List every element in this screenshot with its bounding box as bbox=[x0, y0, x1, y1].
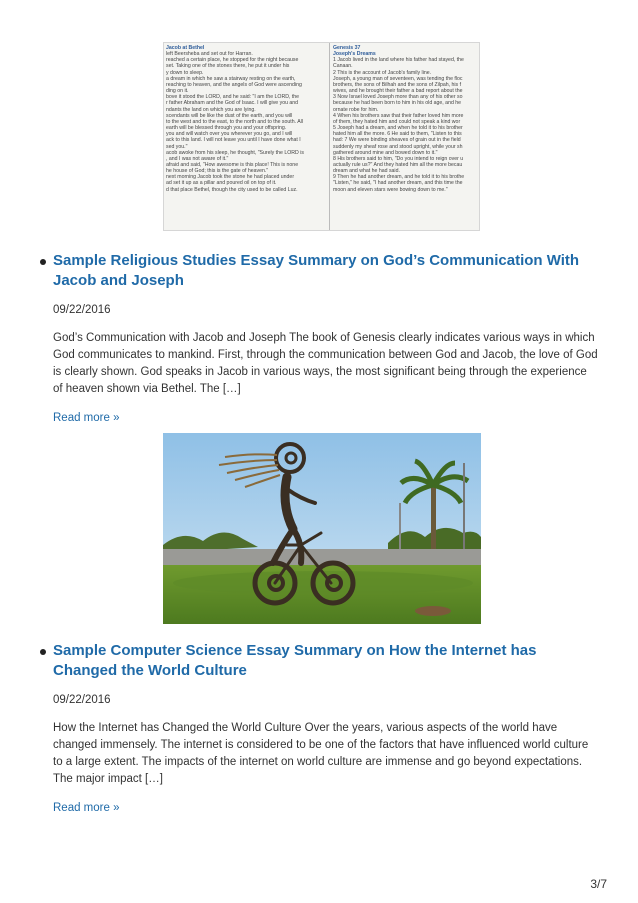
text-line: reaching to heaven, and the angels of God were ascending bbox=[166, 81, 302, 88]
text-line: ack to this land. I will not leave you until I have done what I bbox=[166, 137, 301, 144]
text-line: 2 This is the account of Jacob's family line. bbox=[333, 69, 432, 76]
text-line: suddenly my sheaf rose and stood upright, while your sh bbox=[333, 143, 463, 150]
text-line: ding on it. bbox=[166, 88, 189, 95]
text-line: a dream in which he saw a stairway resting on the earth, bbox=[166, 75, 296, 82]
post-date: 09/22/2016 bbox=[53, 304, 111, 316]
post-title-row bbox=[38, 251, 598, 291]
text-line: you and will watch over you wherever you go, and I will bbox=[166, 131, 293, 138]
text-line: ornate robe for him. bbox=[333, 106, 379, 113]
right-text-lines bbox=[333, 57, 477, 192]
text-line: bove it stood the LORD, and he said: "I am the LORD, the bbox=[166, 94, 300, 101]
text-line: afraid and said, "How awesome is this place! This is none bbox=[166, 161, 299, 168]
text-line: wives, and he brought their father a bad report about the bbox=[333, 88, 463, 95]
text-line: Canaan. bbox=[333, 63, 353, 70]
right-subheading: Joseph's Dreams bbox=[333, 51, 376, 58]
text-line: ad set it up as a pillar and poured oil on top of it. bbox=[166, 180, 277, 187]
text-line: d that place Bethel, though the city used to be called Luz. bbox=[166, 186, 298, 193]
left-heading: Jacob at Bethel bbox=[166, 45, 205, 51]
text-line: , and I was not aware of it." bbox=[166, 155, 229, 162]
right-heading: Genesis 37 bbox=[333, 45, 361, 51]
read-more-link[interactable]: Read more » bbox=[53, 412, 120, 424]
text-line: dream and what he had said. bbox=[333, 168, 400, 175]
text-line: of them, they hated him and could not speak a kind wor bbox=[333, 118, 461, 125]
post-excerpt: How the Internet has Changed the World Culture Over the years, various aspects of the world have changed immensely. The internet is considered to be one of the factors that have influenced world culture to a large extent. The impacts of the internet on world culture are immense and go beyond expectations. The major impact […] bbox=[53, 722, 589, 785]
post-date: 09/22/2016 bbox=[53, 694, 111, 706]
post-title-link[interactable]: Sample Religious Studies Essay Summary on God’s Communication With Jacob and Joseph bbox=[53, 252, 580, 289]
text-line: had: 7 We were binding sheaves of grain out in the field bbox=[333, 137, 461, 144]
text-line: "Listen," he said, "I had another dream, and this time the bbox=[333, 180, 463, 187]
text-line: earth will be blessed through you and your offspring. bbox=[166, 125, 287, 132]
text-line: 8 His brothers said to him, "Do you intend to reign over u bbox=[333, 155, 464, 162]
text-line: scendants will be like the dust of the earth, and you will bbox=[166, 112, 293, 119]
left-text-lines bbox=[166, 51, 323, 193]
post-title-row bbox=[38, 641, 598, 681]
post-item bbox=[38, 641, 598, 816]
sculpture-photo-svg bbox=[163, 433, 481, 624]
bullet-icon bbox=[40, 259, 46, 265]
read-more-link[interactable]: Read more » bbox=[53, 802, 120, 814]
text-line: acob awoke from his sleep, he thought, "Surely the LORD is bbox=[166, 149, 304, 156]
text-line: left Beersheba and set out for Harran. bbox=[166, 51, 253, 58]
text-line: sed you." bbox=[166, 143, 188, 150]
text-line: r father Abraham and the God of Isaac. I will give you and bbox=[166, 100, 299, 107]
genesis-text-image bbox=[163, 42, 480, 231]
text-line: y down to sleep. bbox=[166, 69, 204, 76]
text-line: 1 Jacob lived in the land where his father had stayed, the bbox=[333, 57, 464, 64]
post-title-link[interactable]: Sample Computer Science Essay Summary on How the Internet has Changed the World Culture bbox=[53, 642, 537, 679]
text-line: reached a certain place, he stopped for the night because bbox=[166, 57, 299, 64]
genesis-37-column bbox=[329, 43, 479, 230]
bullet-icon bbox=[40, 649, 46, 655]
text-line: moon and eleven stars were bowing down to me." bbox=[333, 186, 448, 193]
post-excerpt: God’s Communication with Jacob and Joseph The book of Genesis clearly indicates various ways in which God communicates to mankind. First, through the communication between God and Jacob, the love of God is clearly shown. God speaks in Jacob in various ways, the most significant being through the experience of heaven shown via Bethel. The […] bbox=[53, 332, 598, 395]
text-line: set. Taking one of the stones there, he put it under his bbox=[166, 63, 290, 70]
text-line: hated him all the more. 6 He said to them, "Listen to this bbox=[333, 131, 462, 138]
internet-sculpture-photo bbox=[163, 433, 481, 624]
text-line: 4 When his brothers saw that their father loved him more bbox=[333, 112, 464, 119]
text-line: 3 Now Israel loved Joseph more than any of his other so bbox=[333, 94, 463, 101]
text-line: because he had been born to him in his old age, and he bbox=[333, 100, 462, 107]
text-line: ndants the land on which you are lying. bbox=[166, 106, 256, 113]
text-line: he house of God; this is the gate of heaven." bbox=[166, 168, 269, 175]
text-line: 5 Joseph had a dream, and when he told it to his brother bbox=[333, 125, 463, 132]
text-line: Joseph, a young man of seventeen, was tending the floc bbox=[333, 75, 463, 82]
text-line: brothers, the sons of Bilhah and the sons of Zilpah, his f bbox=[333, 81, 462, 88]
genesis-28-column bbox=[164, 43, 326, 230]
text-line: actually rule us?" And they hated him all the more becau bbox=[333, 161, 463, 168]
post-item bbox=[38, 251, 598, 426]
page-number: 3/7 bbox=[590, 877, 607, 891]
text-line: gathered around mine and bowed down to it." bbox=[333, 149, 438, 156]
text-line: 9 Then he had another dream, and he told it to his brothe bbox=[333, 174, 465, 181]
text-line: next morning Jacob took the stone he had placed under bbox=[166, 174, 295, 181]
text-line: to the west and to the east, to the north and to the south. All bbox=[166, 118, 303, 125]
